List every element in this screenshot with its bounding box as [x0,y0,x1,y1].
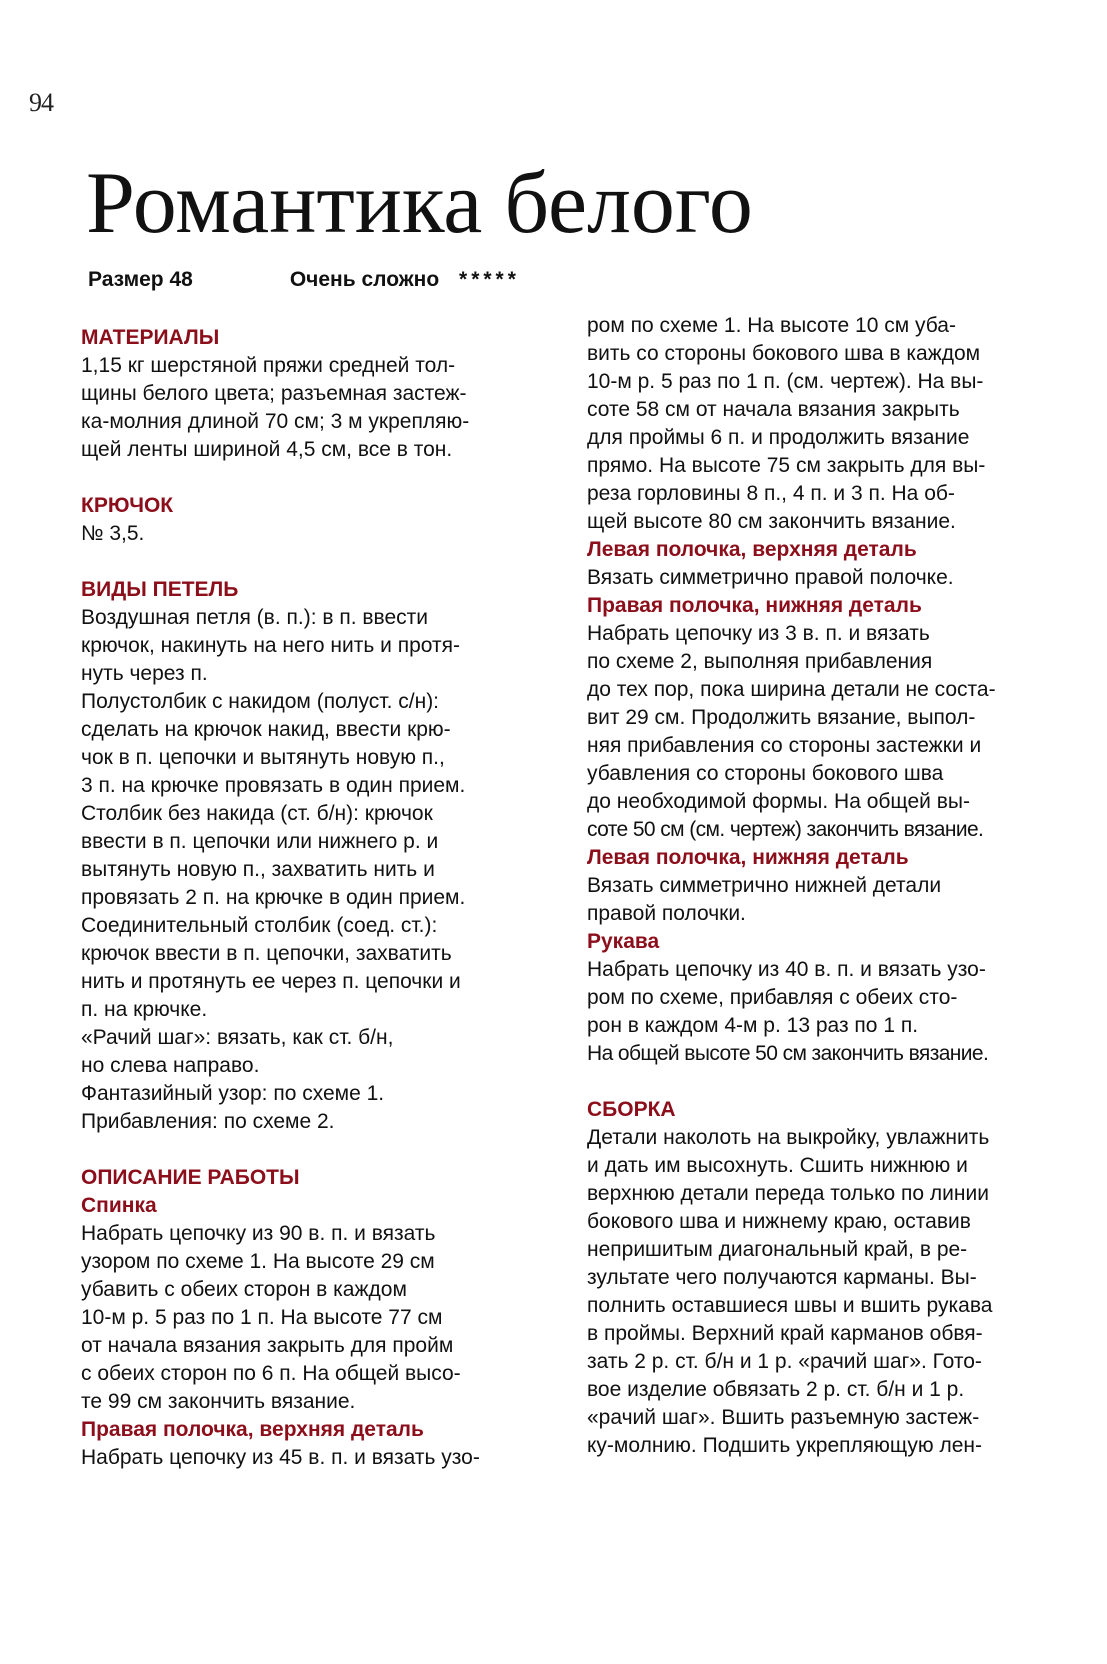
text-line: На общей высоте 50 см закончить вязание. [587,1042,989,1065]
text-line: непришитым диагональный край, в ре- [587,1238,968,1261]
text-line: полнить оставшиеся швы и вшить рукава [587,1294,993,1317]
text-line: прямо. На высоте 75 см закрыть для вы- [587,454,986,477]
text-line: верхнюю детали переда только по линии [587,1182,989,1205]
article-title: Романтика белого [86,155,753,252]
size-label: Размер 48 [88,268,193,291]
text-line: крючок, накинуть на него нить и протя- [81,634,460,657]
text-line: узором по схеме 1. На высоте 29 см [81,1250,435,1273]
text-line: 1,15 кг шерстяной пряжи средней тол- [81,354,456,377]
text-line: «Рачий шаг»: вязать, как ст. б/н, [81,1026,394,1049]
page-number: 94 [29,88,53,117]
text-line: рон в каждом 4-м р. 13 раз по 1 п. [587,1014,919,1037]
text-line: Набрать цепочку из 40 в. п. и вязать узо- [587,958,986,981]
text-line: крючок ввести в п. цепочки, захватить [81,942,452,965]
text-line: Детали наколоть на выкройку, увлажнить [587,1126,990,1149]
assembly-text [587,1124,1067,1460]
text-line: Фантазийный узор: по схеме 1. [81,1082,385,1105]
hook-heading: КРЮЧОК [81,494,174,517]
sleeves-text [587,956,1067,1068]
text-line: Вязать симметрично нижней детали [587,874,942,897]
left-column [81,324,541,1472]
text-line: Прибавления: по схеме 2. [81,1110,335,1133]
text-line: щей высоте 80 см закончить вязание. [587,510,956,533]
stitches-text [81,604,541,1136]
text-line: ка-молния длиной 70 см; 3 м укрепляю- [81,410,470,433]
right-front-upper-first-line: Набрать цепочку из 45 в. п. и вязать узо- [81,1446,480,1469]
text-line: ром по схеме 1. На высоте 10 см уба- [587,314,956,337]
text-line: щей ленты шириной 4,5 см, все в тон. [81,438,453,461]
text-line: щины белого цвета; разъемная застеж- [81,382,467,405]
sleeves-heading: Рукава [587,930,660,953]
text-line: Столбик без накида (ст. б/н): крючок [81,802,433,825]
text-line: ром по схеме, прибавляя с обеих сто- [587,986,958,1009]
text-line: п. на крючке. [81,998,208,1021]
text-line: убавления со стороны бокового шва [587,762,944,785]
difficulty-label: Очень сложно [289,268,440,291]
text-line: Набрать цепочку из 3 в. п. и вязать [587,622,930,645]
text-line: нуть через п. [81,662,208,685]
text-line: соте 50 см (см. чертеж) закончить вязание. [587,818,984,841]
back-heading: Спинка [81,1194,157,1217]
stitches-heading: ВИДЫ ПЕТЕЛЬ [81,578,239,601]
text-line: сделать на крючок накид, ввести крю- [81,718,451,741]
text-line: реза горловины 8 п., 4 п. и 3 п. На об- [587,482,955,505]
difficulty-stars: ***** [459,268,520,291]
text-line: 3 п. на крючке провязать в один прием. [81,774,466,797]
text-line: зать 2 р. ст. б/н и 1 р. «рачий шаг». Гото- [587,1350,982,1373]
text-line: нить и протянуть ее через п. цепочки и [81,970,461,993]
text-line: в проймы. Верхний край карманов обвя- [587,1322,983,1345]
text-line: убавить с обеих сторон в каждом [81,1278,407,1301]
right-front-lower-heading: Правая полочка, нижняя деталь [587,594,922,617]
text-line: вытянуть новую п., захватить нить и [81,858,435,881]
text-line: 10-м р. 5 раз по 1 п. (см. чертеж). На вы- [587,370,984,393]
text-line: по схеме 2, выполняя прибавления [587,650,933,673]
text-line: Набрать цепочку из 90 в. п. и вязать [81,1222,436,1245]
text-line: но слева направо. [81,1054,260,1077]
text-line: до тех пор, пока ширина детали не соста- [587,678,996,701]
text-line: те 99 см закончить вязание. [81,1390,356,1413]
text-line: «рачий шаг». Вшить разъемную застеж- [587,1406,980,1429]
text-line: зультате чего получаются карманы. Вы- [587,1266,977,1289]
materials-text [81,352,541,464]
description-heading: ОПИСАНИЕ РАБОТЫ [81,1166,300,1189]
text-line: и дать им высохнуть. Сшить нижнюю и [587,1154,968,1177]
text-line: вить со стороны бокового шва в каждом [587,342,981,365]
text-line: вит 29 см. Продолжить вязание, выпол- [587,706,976,729]
left-front-upper-heading: Левая полочка, верхняя деталь [587,538,917,561]
text-line: правой полочки. [587,902,746,925]
left-front-lower-text [587,872,1067,928]
hook-text: № 3,5. [81,522,145,545]
back-text [81,1220,541,1416]
text-line: провязать 2 п. на крючке в один прием. [81,886,466,909]
left-front-upper-text: Вязать симметрично правой полочке. [587,566,954,589]
assembly-heading: СБОРКА [587,1098,676,1121]
text-line: чок в п. цепочки и вытянуть новую п., [81,746,445,769]
right-front-upper-continued [587,312,1067,536]
text-line: с обеих сторон по 6 п. На общей высо- [81,1362,461,1385]
right-front-lower-text [587,620,1067,844]
text-line: ку-молнию. Подшить укрепляющую лен- [587,1434,983,1457]
text-line: Воздушная петля (в. п.): в п. ввести [81,606,428,629]
right-column [587,312,1067,1460]
materials-heading: МАТЕРИАЛЫ [81,326,220,349]
text-line: Полустолбик с накидом (полуст. с/н): [81,690,440,713]
text-line: до необходимой формы. На общей вы- [587,790,970,813]
text-line: вое изделие обвязать 2 р. ст. б/н и 1 р. [587,1378,965,1401]
text-line: Соединительный столбик (соед. ст.): [81,914,438,937]
text-line: 10-м р. 5 раз по 1 п. На высоте 77 см [81,1306,443,1329]
text-line: для проймы 6 п. и продолжить вязание [587,426,970,449]
text-line: соте 58 см от начала вязания закрыть [587,398,960,421]
text-line: бокового шва и нижнему краю, оставив [587,1210,971,1233]
text-line: от начала вязания закрыть для пройм [81,1334,454,1357]
text-line: ввести в п. цепочки или нижнего р. и [81,830,439,853]
pattern-meta [88,268,520,292]
left-front-lower-heading: Левая полочка, нижняя деталь [587,846,909,869]
right-front-upper-heading: Правая полочка, верхняя деталь [81,1418,424,1441]
text-line: няя прибавления со стороны застежки и [587,734,982,757]
